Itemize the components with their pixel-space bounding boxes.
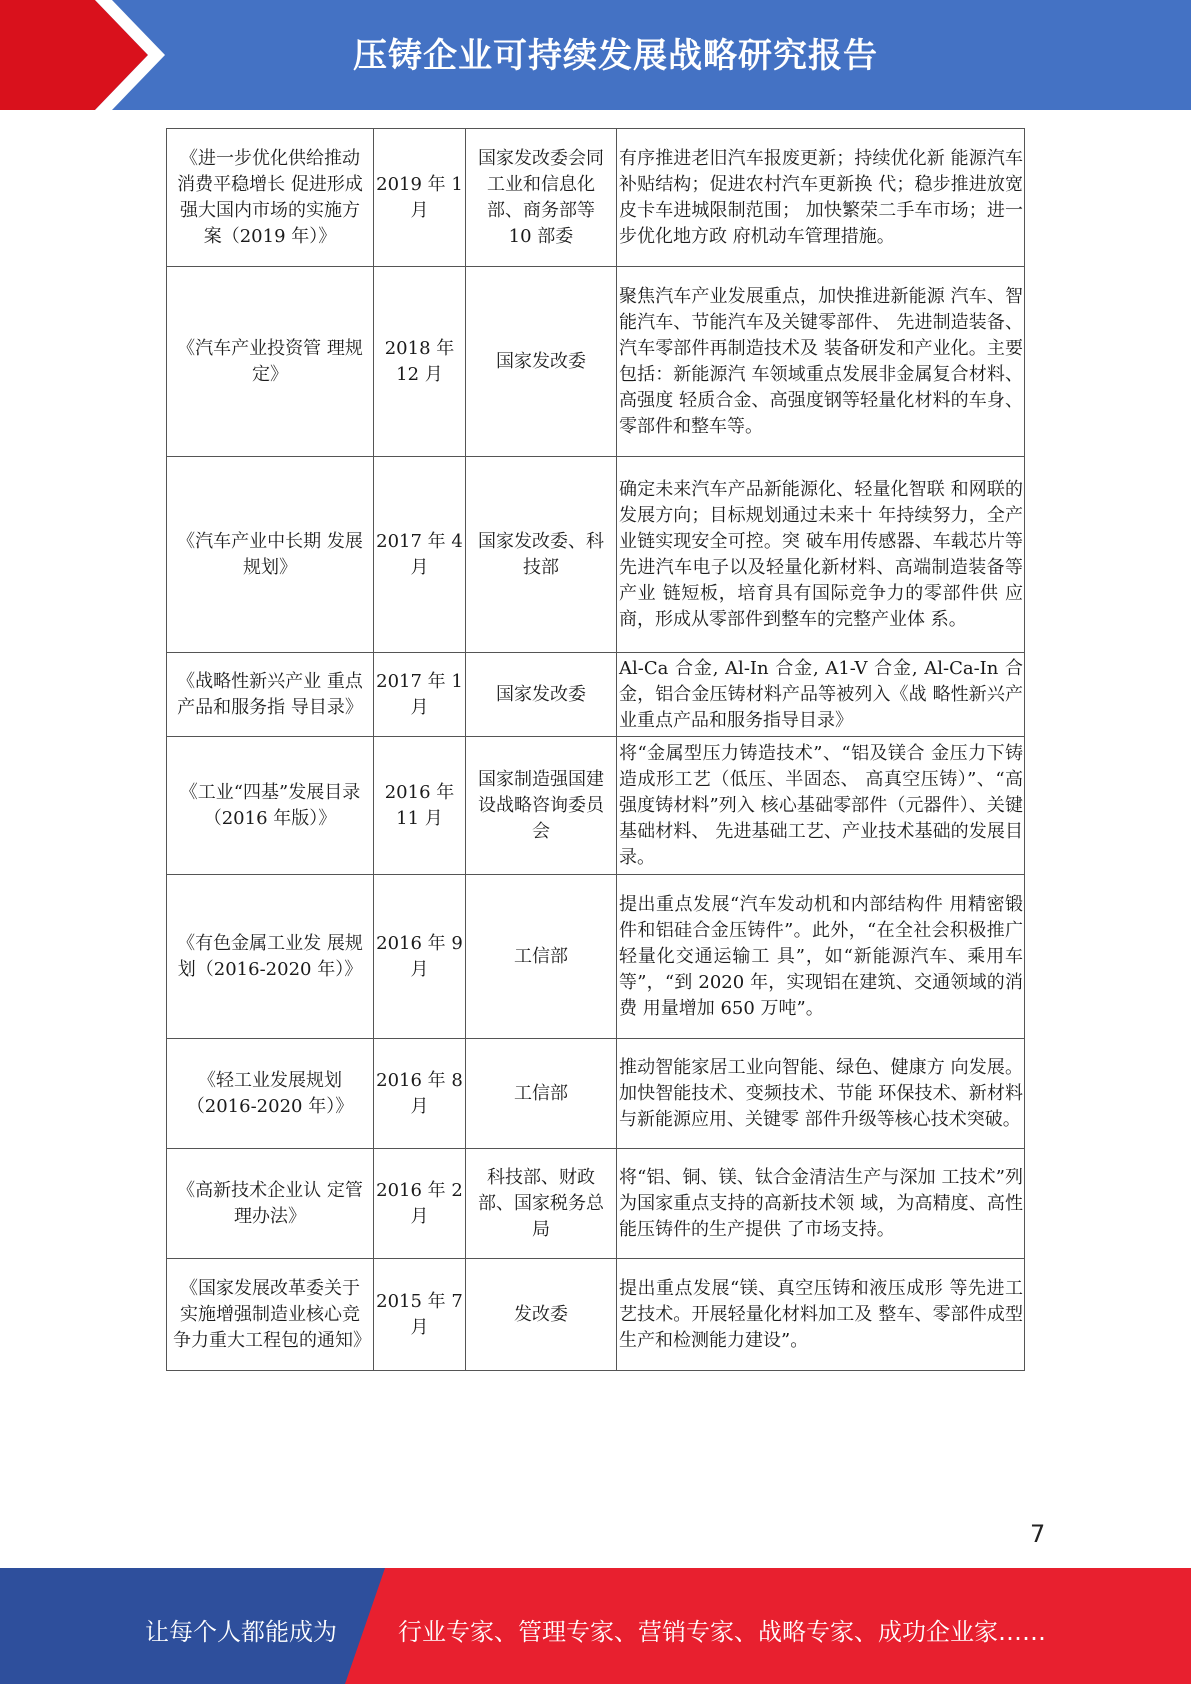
- table-row: [167, 267, 1025, 457]
- issuing-department-cell: 工信部: [466, 1039, 617, 1149]
- policy-name-cell: 《战略性新兴产业 重点产品和服务指 导目录》: [167, 653, 374, 737]
- table-row: [167, 129, 1025, 267]
- policy-name-cell: 《汽车产业中长期 发展规划》: [167, 457, 374, 653]
- issue-date-cell: 2016 年 8 月: [374, 1039, 466, 1149]
- page-header: [0, 0, 1191, 110]
- footer-slogan-lead: 让每个人都能成为: [145, 1618, 337, 1646]
- issue-date-cell: 2017 年 1 月: [374, 653, 466, 737]
- policy-name-cell: 《工业“四基”发展目录（2016 年版）》: [167, 737, 374, 875]
- issuing-department-cell: 国家发改委会同工业和信息化部、商务部等 10 部委: [466, 129, 617, 267]
- policy-name-cell: 《进一步优化供给推动消费平稳增长 促进形成强大国内市场的实施方案（2019 年）》: [167, 129, 374, 267]
- policy-content-cell: 提出重点发展“汽车发动机和内部结构件 用精密锻件和铝硅合金压铸件”。此外，“在全社会积极推广轻量化交通运输工 具”，如“新能源汽车、乘用车等”，“到 2020 年，实现铝在建筑、交通领域的消费 用量增加 650 万吨”。: [617, 875, 1025, 1039]
- issuing-department-cell: 国家发改委、科技部: [466, 457, 617, 653]
- issuing-department-cell: 工信部: [466, 875, 617, 1039]
- issue-date-cell: 2017 年 4 月: [374, 457, 466, 653]
- table-row: [167, 1259, 1025, 1371]
- policy-content-cell: 聚焦汽车产业发展重点，加快推进新能源 汽车、智能汽车、节能汽车及关键零部件、 先进制造装备、汽车零部件再制造技术及 装备研发和产业化。主要包括：新能源汽 车领域重点发展非金属复合材料、高强度 轻质合金、高强度钢等轻量化材料的车身、 零部件和整车等。: [617, 267, 1025, 457]
- issue-date-cell: 2018 年 12 月: [374, 267, 466, 457]
- policy-content-cell: Al-Ca 合金, Al-In 合金, A1-V 合金, Al-Ca-In 合金，铝合金压铸材料产品等被列入《战 略性新兴产业重点产品和服务指导目录》: [617, 653, 1025, 737]
- policy-content-cell: 提出重点发展“镁、真空压铸和液压成形 等先进工艺技术。开展轻量化材料加工及 整车、零部件成型生产和检测能力建设”。: [617, 1259, 1025, 1371]
- issuing-department-cell: 国家制造强国建设战略咨询委员会: [466, 737, 617, 875]
- issue-date-cell: 2016 年 9 月: [374, 875, 466, 1039]
- policy-name-cell: 《国家发展改革委关于实施增强制造业核心竞争力重大工程包的通知》: [167, 1259, 374, 1371]
- issuing-department-cell: 国家发改委: [466, 653, 617, 737]
- issue-date-cell: 2019 年 1 月: [374, 129, 466, 267]
- issue-date-cell: 2015 年 7 月: [374, 1259, 466, 1371]
- issuing-department-cell: 国家发改委: [466, 267, 617, 457]
- table-row: [167, 653, 1025, 737]
- policy-content-cell: 将“铝、铜、镁、钛合金清洁生产与深加 工技术”列为国家重点支持的高新技术领 域，为高精度、高性能压铸件的生产提供 了市场支持。: [617, 1149, 1025, 1259]
- footer-slogan-roles: 行业专家、管理专家、营销专家、战略专家、成功企业家……: [398, 1618, 1046, 1646]
- issuing-department-cell: 科技部、财政部、国家税务总局: [466, 1149, 617, 1259]
- policy-name-cell: 《有色金属工业发 展规划（2016-2020 年）》: [167, 875, 374, 1039]
- table-row: [167, 875, 1025, 1039]
- issue-date-cell: 2016 年 11 月: [374, 737, 466, 875]
- policy-name-cell: 《汽车产业投资管 理规定》: [167, 267, 374, 457]
- page-number: 7: [1030, 1520, 1046, 1548]
- issuing-department-cell: 发改委: [466, 1259, 617, 1371]
- policy-content-cell: 确定未来汽车产品新能源化、轻量化智联 和网联的发展方向；目标规划通过未来十 年持续努力，全产业链实现安全可控。突 破车用传感器、车载芯片等先进汽车电子以及轻量化新材料、高端制造装备等产业 链短板，培育具有国际竞争力的零部件供 应商，形成从零部件到整车的完整产业体 系。: [617, 457, 1025, 653]
- policy-content-cell: 推动智能家居工业向智能、绿色、健康方 向发展。加快智能技术、变频技术、节能 环保技术、新材料与新能源应用、关键零 部件升级等核心技术突破。: [617, 1039, 1025, 1149]
- issue-date-cell: 2016 年 2 月: [374, 1149, 466, 1259]
- table-row: [167, 1149, 1025, 1259]
- page-footer: [0, 1568, 1191, 1684]
- table-row: [167, 1039, 1025, 1149]
- report-title: 压铸企业可持续发展战略研究报告: [353, 36, 878, 76]
- table-row: [167, 737, 1025, 875]
- policy-content-cell: 有序推进老旧汽车报废更新；持续优化新 能源汽车补贴结构；促进农村汽车更新换 代；稳步推进放宽皮卡车进城限制范围； 加快繁荣二手车市场；进一步优化地方政 府机动车管理措施。: [617, 129, 1025, 267]
- policy-name-cell: 《轻工业发展规划（2016-2020 年）》: [167, 1039, 374, 1149]
- table-row: [167, 457, 1025, 653]
- policy-content-cell: 将“金属型压力铸造技术”、“铝及镁合 金压力下铸造成形工艺（低压、半固态、 高真空压铸）”、“高强度铸材料”列入 核心基础零部件（元器件）、关键基础材料、 先进基础工艺、产业技术基础的发展目录。: [617, 737, 1025, 875]
- policy-table: [166, 128, 1025, 1371]
- policy-name-cell: 《高新技术企业认 定管理办法》: [167, 1149, 374, 1259]
